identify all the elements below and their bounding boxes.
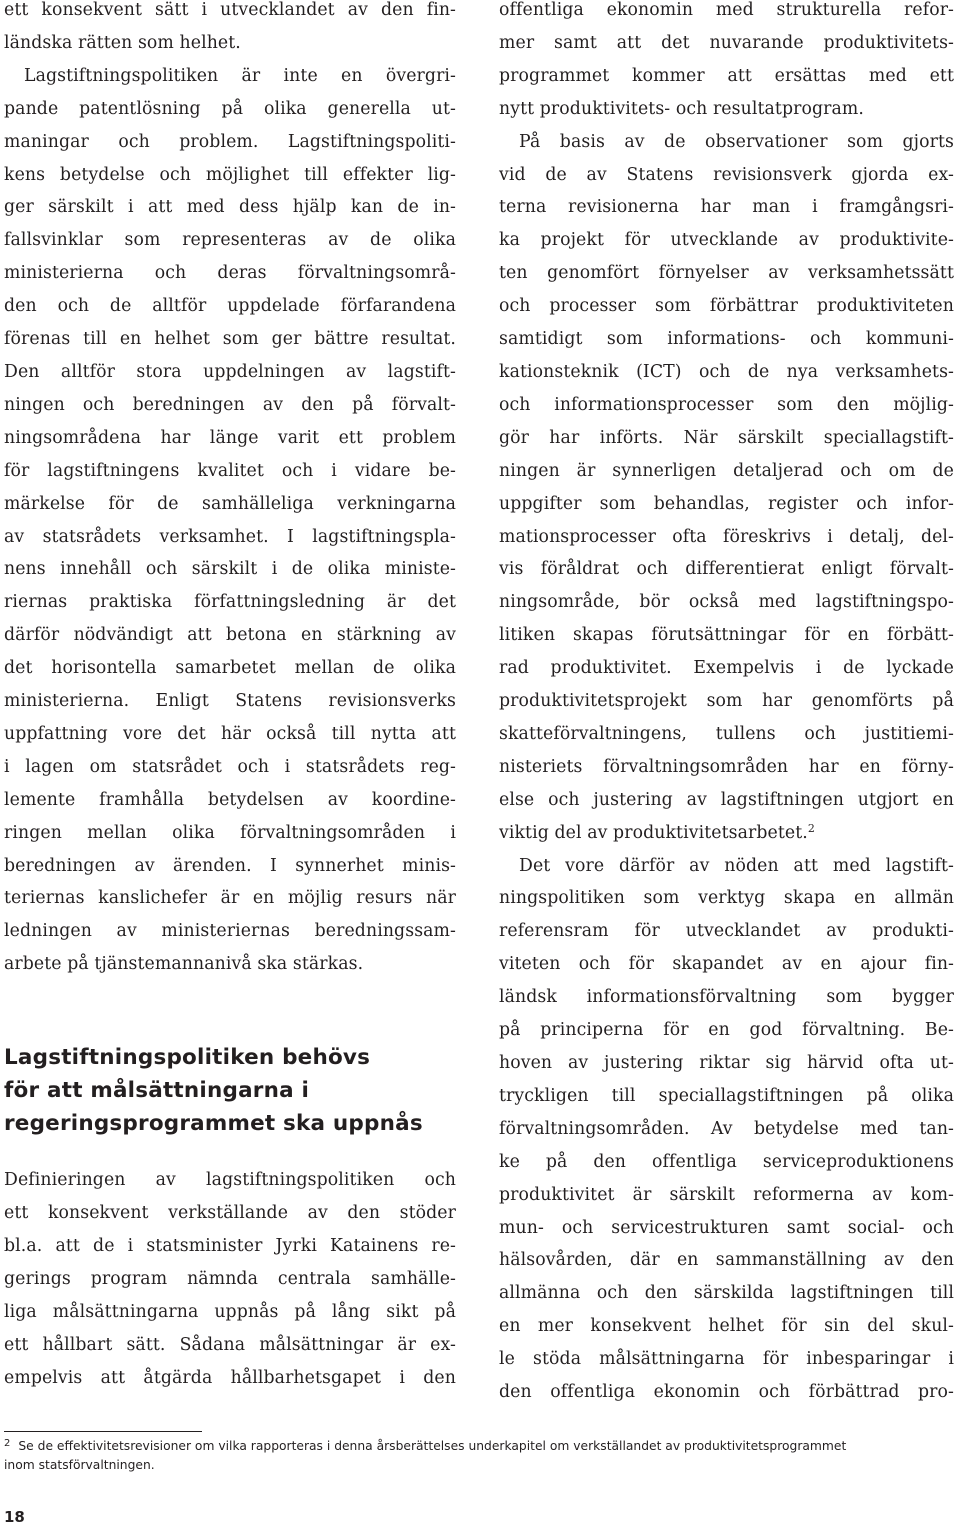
right-paragraph-3 bbox=[499, 850, 954, 1409]
text-line: else och justering av lagstiftningen utgjort en bbox=[499, 789, 954, 810]
text-line: terna revisionerna har man i framgångsri- bbox=[499, 197, 954, 218]
text-line: nens innehåll och särskilt i de olika ministe- bbox=[4, 559, 456, 580]
text-line: skatteförvaltningens, tullens och justitiemi- bbox=[499, 723, 954, 744]
footnote bbox=[4, 1437, 956, 1475]
text-line: arbete på tjänstemannanivå ska stärkas. bbox=[4, 954, 364, 975]
text-line: maningar och problem. Lagstiftningspoliti- bbox=[4, 131, 456, 152]
text-line: ett hållbart sätt. Sådana målsättningar är ex- bbox=[4, 1334, 456, 1355]
text-line: vid de av Statens revisionsverk gjorda ex- bbox=[499, 164, 954, 185]
text-line: pande patentlösning på olika generella ut- bbox=[4, 98, 456, 119]
text-line: ka projekt för utvecklande av produktivite- bbox=[499, 230, 954, 251]
text-line: referensram för utvecklandet av produkti- bbox=[499, 921, 954, 942]
text-line: mer samt att det nuvarande produktivitets- bbox=[499, 32, 954, 53]
text-line: av statsrådets verksamhet. I lagstiftningspla- bbox=[4, 526, 456, 547]
text-line: det horisontella samarbetet mellan de olika bbox=[4, 658, 456, 679]
footnote-reference[interactable]: 2 bbox=[807, 821, 815, 835]
text-line: beredningen av ärenden. I synnerhet minis- bbox=[4, 855, 456, 876]
footnote-text: Se de effektivitetsrevisioner om vilka rapporteras i denna årsberättelses underkapitel om verkställandet av produktivitetsprogrammet bbox=[18, 1439, 847, 1453]
section-heading bbox=[4, 1041, 456, 1140]
text-line: viteten och för skapandet av en ajour fin- bbox=[499, 954, 954, 975]
text-line: På basis av de observationer som gjorts bbox=[519, 131, 954, 152]
text-line: litiken skapas förutsättningar för en förbätt- bbox=[499, 625, 954, 646]
text-line: bl.a. att de i statsminister Jyrki Katainens re- bbox=[4, 1236, 456, 1256]
text-line: ländsk informationsförvaltning som bygger bbox=[499, 987, 954, 1008]
text-line: rad produktivitet. Exempelvis i de lyckade bbox=[499, 658, 954, 679]
text-line: le stöda målsättningarna för inbesparingar i bbox=[499, 1349, 954, 1370]
text-line: mationsprocesser ofta föreskrivs i detalj, del- bbox=[499, 526, 954, 547]
page-number: 18 bbox=[4, 1508, 25, 1526]
text-line: vis föråldrat och differentierat enligt förvalt- bbox=[499, 559, 954, 580]
heading-line: för att målsättningarna i bbox=[4, 1078, 310, 1104]
left-paragraph-1 bbox=[4, 0, 456, 60]
text-line: ningsområdena har länge varit ett problem bbox=[4, 427, 456, 448]
text-line: ke på den offentliga serviceproduktionens bbox=[499, 1151, 954, 1172]
text-line: programmet kommer att ersättas med ett bbox=[499, 65, 954, 86]
text-line: mun- och servicestrukturen samt social- och bbox=[499, 1217, 954, 1238]
text-line: tryckligen till speciallagstiftningen på olika bbox=[499, 1085, 954, 1106]
text-line: offentliga ekonomin med strukturella refor- bbox=[499, 0, 954, 20]
text-line: ningen och beredningen av den på förvalt- bbox=[4, 394, 456, 415]
heading-line: Lagstiftningspolitiken behövs bbox=[4, 1045, 371, 1071]
text-line: ett konsekvent sätt i utvecklandet av den fin- bbox=[4, 0, 456, 20]
text-line bbox=[499, 817, 954, 850]
text-line: på principerna för en god förvaltning. Be- bbox=[499, 1020, 954, 1041]
footnote-divider bbox=[4, 1431, 202, 1432]
text-line: ledningen av ministeriernas beredningssam- bbox=[4, 921, 456, 942]
text-line: uppfattning vore det här också till nytta att bbox=[4, 723, 456, 744]
text-line: produktivitetsprojekt som har genomförts på bbox=[499, 691, 954, 712]
text-line: uppgifter som behandlas, register och infor- bbox=[499, 493, 954, 514]
text-line: nytt produktivitets- och resultatprogram. bbox=[499, 98, 864, 119]
footnote-line: inom statsförvaltningen. bbox=[4, 1458, 155, 1472]
text-line: den och de alltför uppdelade förfarandena bbox=[4, 296, 456, 317]
text-line: ländska rätten som helhet. bbox=[4, 32, 241, 53]
text-line: liga målsättningarna uppnås på lång sikt på bbox=[4, 1301, 456, 1322]
footnote-line bbox=[4, 1437, 956, 1456]
text-line: ringen mellan olika förvaltningsområden i bbox=[4, 822, 456, 843]
text-line: ten genomfört förnyelser av verksamhetssätt bbox=[499, 263, 954, 284]
text-line: förenas till en helhet som ger bättre resultat. bbox=[4, 329, 456, 350]
text-line: Lagstiftningspolitiken är inte en övergri- bbox=[24, 65, 456, 86]
text-line: nisteriets förvaltningsområden har en förny- bbox=[499, 756, 954, 777]
text-line: kationsteknik (ICT) och de nya verksamhets- bbox=[499, 361, 954, 382]
text-line: därför nödvändigt att betona en stärkning av bbox=[4, 625, 456, 646]
text-line: för lagstiftningens kvalitet och i vidare be- bbox=[4, 460, 456, 481]
text-line: Definieringen av lagstiftningspolitiken och bbox=[4, 1170, 456, 1191]
text-line: den offentliga ekonomin och förbättrad pro- bbox=[499, 1382, 954, 1403]
text-line: teriernas kanslichefer är en möjlig resurs när bbox=[4, 888, 456, 909]
right-paragraph-2 bbox=[499, 126, 954, 850]
text-line: lemente framhålla betydelsen av koordine- bbox=[4, 789, 456, 810]
text-line: och processer som förbättrar produktiviteten bbox=[499, 296, 954, 317]
text-line: ningsområde, bör också med lagstiftningspo- bbox=[499, 592, 954, 613]
text-line: ministerierna och deras förvaltningsområ- bbox=[4, 263, 456, 284]
text-line: hoven av justering riktar sig härvid ofta ut- bbox=[499, 1053, 954, 1073]
right-paragraph-1 bbox=[499, 0, 954, 126]
text-line: riernas praktiska författningsledning är det bbox=[4, 592, 456, 613]
text-line: samtidigt som informations- och kommuni- bbox=[499, 329, 954, 350]
text-line: märkelse för de samhälleliga verkningarna bbox=[4, 493, 456, 514]
text-line: ger särskilt i att med dess hjälp kan de in- bbox=[4, 197, 456, 218]
text-line: gerings program nämnda centrala samhälle- bbox=[4, 1268, 456, 1289]
text-line: gör har införts. När särskilt speciallagstift- bbox=[499, 427, 954, 448]
text-line: ett konsekvent verkställande av den stöder bbox=[4, 1203, 456, 1224]
text-line: produktivitet är särskilt reformerna av kom- bbox=[499, 1184, 954, 1205]
text-line: förvaltningsområden. Av betydelse med tan- bbox=[499, 1118, 954, 1139]
text-line: ningen är synnerligen detaljerad och om de bbox=[499, 460, 954, 481]
text-line-content: viktig del av produktivitetsarbetet. bbox=[499, 822, 808, 843]
text-line: empelvis att åtgärda hållbarhetsgapet i den bbox=[4, 1367, 456, 1388]
left-paragraph-3 bbox=[4, 1164, 456, 1394]
text-line: Den alltför stora uppdelningen av lagstift- bbox=[4, 361, 456, 382]
text-line: och informationsprocesser som den möjlig- bbox=[499, 394, 954, 415]
text-line: hälsovården, där en sammanställning av den bbox=[499, 1250, 954, 1271]
text-line: Det vore därför av nöden att med lagstift- bbox=[519, 855, 954, 876]
text-line: ministerierna. Enligt Statens revisionsverks bbox=[4, 691, 456, 712]
footnote-number: 2 bbox=[4, 1438, 11, 1449]
text-line: fallsvinklar som representeras av de olika bbox=[4, 230, 456, 251]
right-column bbox=[499, 0, 954, 1409]
left-column bbox=[4, 0, 456, 1395]
text-line: kens betydelse och möjlighet till effekter lig- bbox=[4, 164, 456, 185]
text-line: ningspolitiken som verktyg skapa en allmän bbox=[499, 888, 954, 909]
text-line: allmänna och den särskilda lagstiftningen till bbox=[499, 1283, 954, 1304]
heading-line: regeringsprogrammet ska uppnås bbox=[4, 1111, 423, 1137]
left-paragraph-2 bbox=[4, 60, 456, 981]
text-line: i lagen om statsrådet och i statsrådets reg- bbox=[4, 756, 456, 777]
text-line: en mer konsekvent helhet för sin del skul- bbox=[499, 1316, 954, 1337]
